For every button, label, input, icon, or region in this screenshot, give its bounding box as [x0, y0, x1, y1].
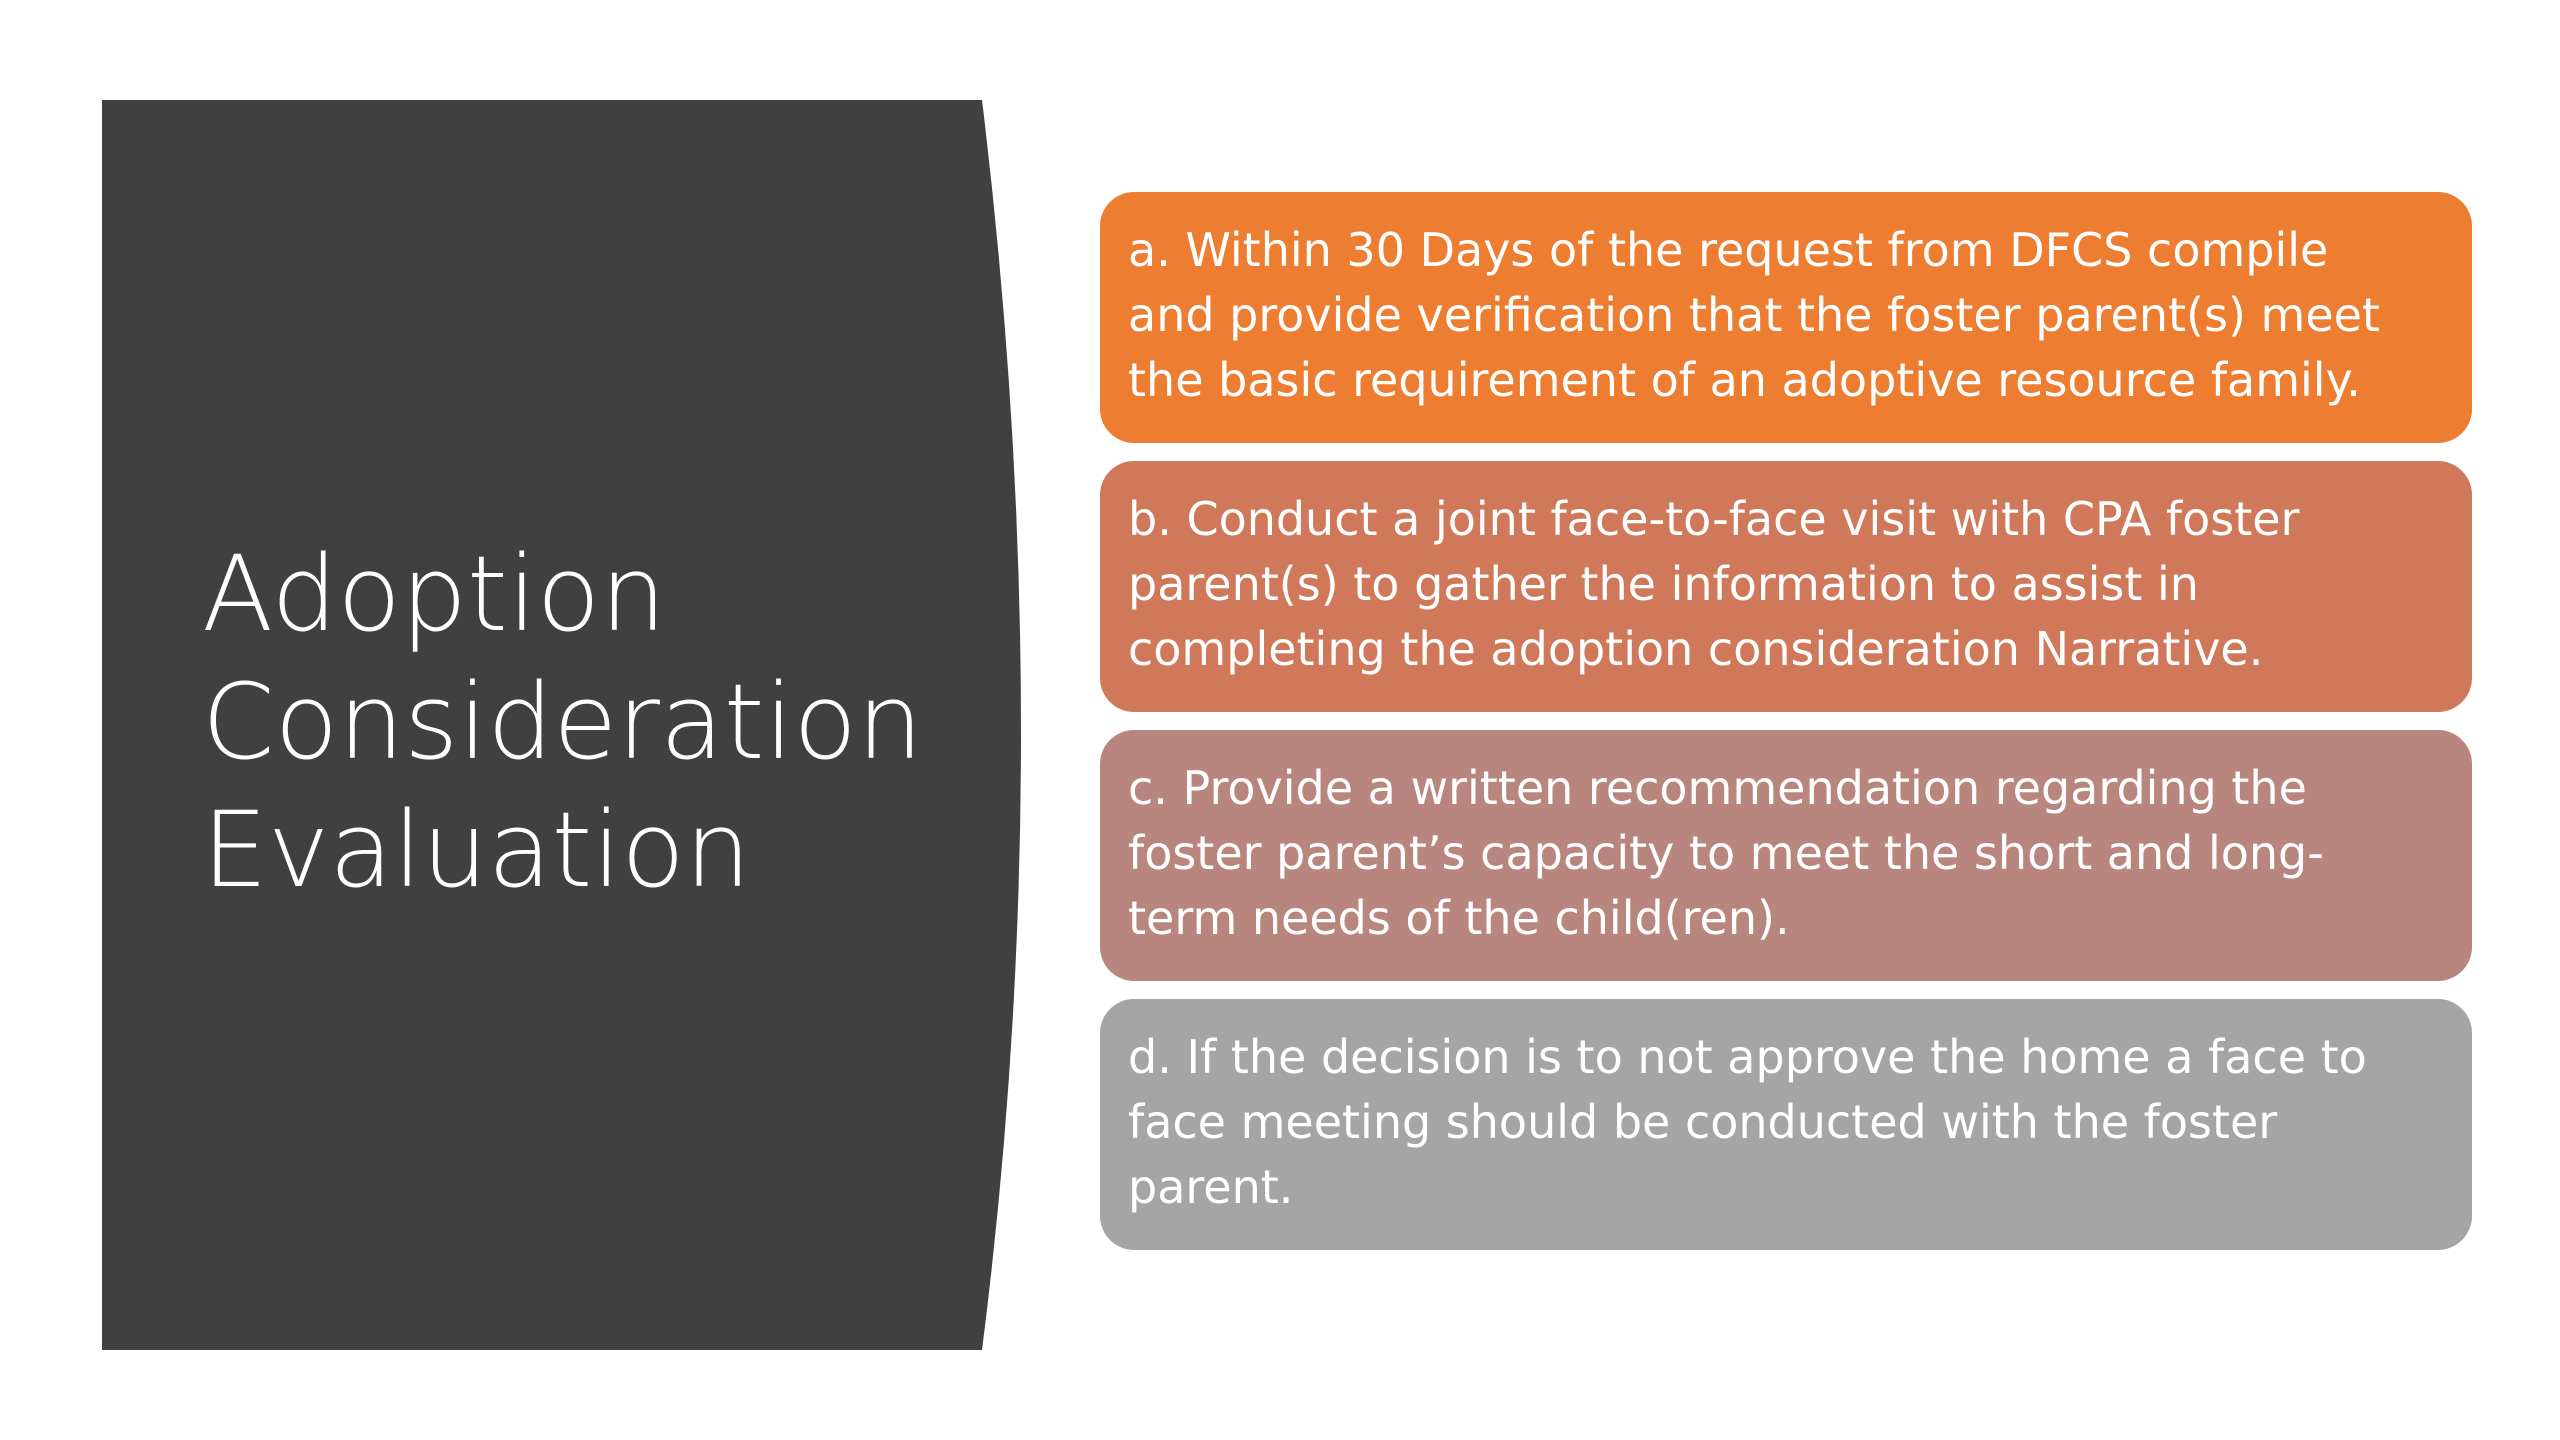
- card-text-line: foster parent’s capacity to meet the short and long-: [1128, 826, 2324, 880]
- card-text-line: and provide verification that the foster parent(s) meet: [1128, 288, 2380, 342]
- card-text-line: the basic requirement of an adoptive resource family.: [1128, 353, 2361, 407]
- content-cards: [1100, 192, 2472, 1268]
- card-c: [1100, 730, 2472, 981]
- slide-title-line: Consideration: [202, 661, 923, 783]
- slide-title: [202, 530, 1022, 914]
- card-text-line: parent(s) to gather the information to assist in: [1128, 557, 2199, 611]
- slide-title-line: Evaluation: [202, 789, 751, 911]
- slide-title-line: Adoption: [202, 533, 667, 655]
- card-a: [1100, 192, 2472, 443]
- card-text-line: face meeting should be conducted with the foster: [1128, 1095, 2278, 1149]
- card-text-line: d. If the decision is to not approve the home a face to: [1128, 1030, 2367, 1084]
- card-text-line: term needs of the child(ren).: [1128, 891, 1790, 945]
- card-b: [1100, 461, 2472, 712]
- card-text-line: b. Conduct a joint face-to-face visit with CPA foster: [1128, 492, 2300, 546]
- card-text-line: c. Provide a written recommendation regarding the: [1128, 761, 2307, 815]
- card-text-line: parent.: [1128, 1160, 1294, 1214]
- card-d: [1100, 999, 2472, 1250]
- card-text-line: a. Within 30 Days of the request from DFCS compile: [1128, 223, 2329, 277]
- card-text-line: completing the adoption consideration Narrative.: [1128, 622, 2264, 676]
